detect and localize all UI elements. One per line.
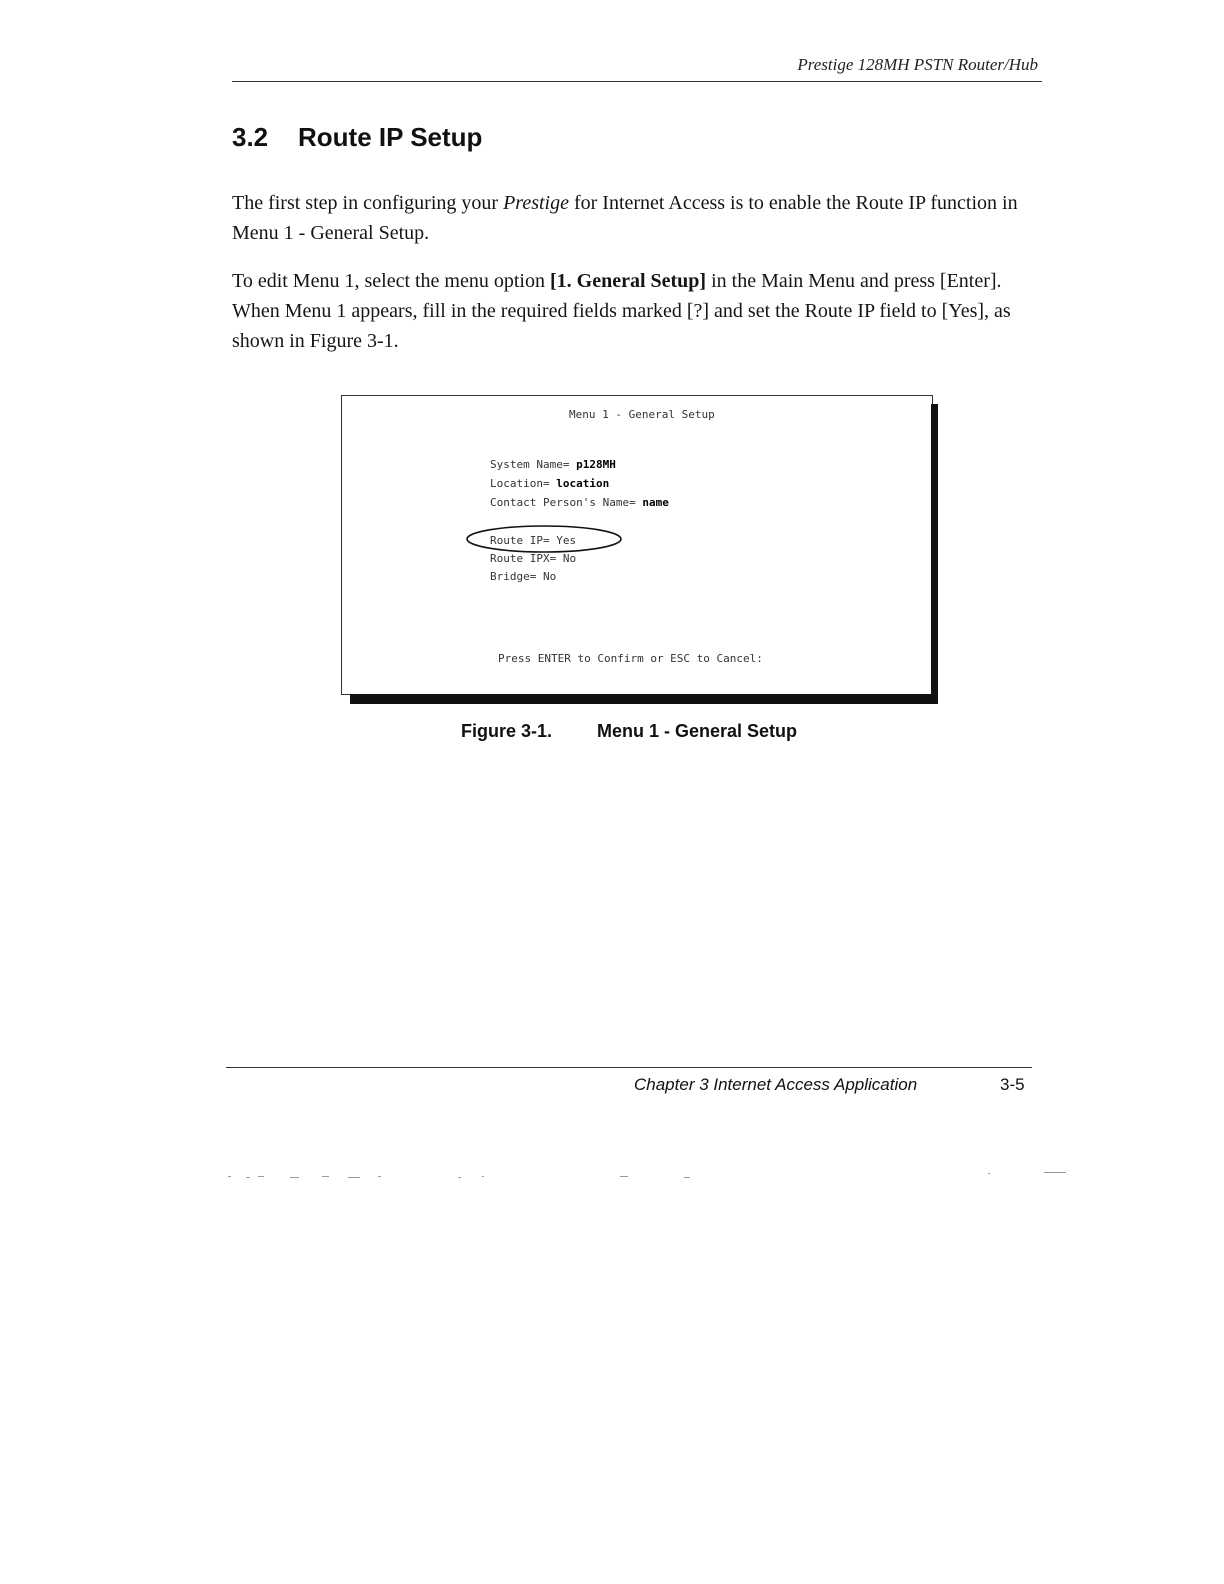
highlight-ellipse-icon: [464, 522, 624, 556]
footer-rule: [226, 1067, 1032, 1068]
figure-label: Figure 3-1.: [461, 721, 553, 741]
instructions-text-1: To edit Menu 1, select the menu option: [232, 270, 550, 292]
contact-value: name: [642, 496, 669, 509]
scan-specks: [228, 1168, 1078, 1182]
figure-shadow-bottom: [350, 694, 938, 704]
terminal-menu-title: Menu 1 - General Setup: [569, 408, 715, 421]
intro-paragraph: [232, 188, 1052, 248]
figure-shadow-right: [931, 404, 938, 704]
figure-caption: [461, 721, 797, 742]
header-rule: [232, 81, 1042, 82]
figure-title: Menu 1 - General Setup: [597, 721, 798, 741]
footer-chapter-title: Chapter 3 Internet Access Application: [634, 1075, 918, 1094]
running-header-title: Prestige 128MH PSTN Router/Hub: [797, 55, 1038, 74]
product-name-emphasis: Prestige: [503, 192, 569, 214]
terminal-screen-figure: [341, 395, 933, 695]
instructions-paragraph: [232, 266, 1052, 356]
system-name-value: p128MH: [576, 458, 616, 471]
terminal-system-name: [490, 458, 616, 471]
terminal-prompt: Press ENTER to Confirm or ESC to Cancel:: [498, 652, 763, 665]
menu-option-strong: [1. General Setup]: [549, 270, 707, 292]
section-title: Route IP Setup: [298, 122, 483, 152]
intro-text-2: for Internet Access is to enable the Route IP function in Menu 1 - General Setup.: [232, 192, 1018, 244]
intro-text-1: The first step in configuring your: [232, 192, 504, 214]
location-value: location: [556, 477, 610, 490]
section-number: 3.2: [232, 122, 269, 152]
system-name-label: System Name=: [490, 458, 577, 471]
terminal-bridge: Bridge= No: [490, 570, 557, 583]
section-heading: [232, 122, 482, 153]
terminal-contact: [490, 496, 669, 509]
instructions-text-2: in the Main Menu and press [Enter]. When Menu 1 appears, fill in the required fields marked [?] and set the Route IP field to [Yes], as shown in Figure 3-1.: [232, 270, 1011, 352]
footer-page-number: 3-5: [1000, 1075, 1025, 1094]
terminal-location: [490, 477, 609, 490]
terminal-route-ip: Route IP= Yes: [490, 534, 577, 547]
terminal-route-ipx: Route IPX= No: [490, 552, 577, 565]
location-label: Location=: [490, 477, 557, 490]
contact-label: Contact Person's Name=: [490, 496, 643, 509]
